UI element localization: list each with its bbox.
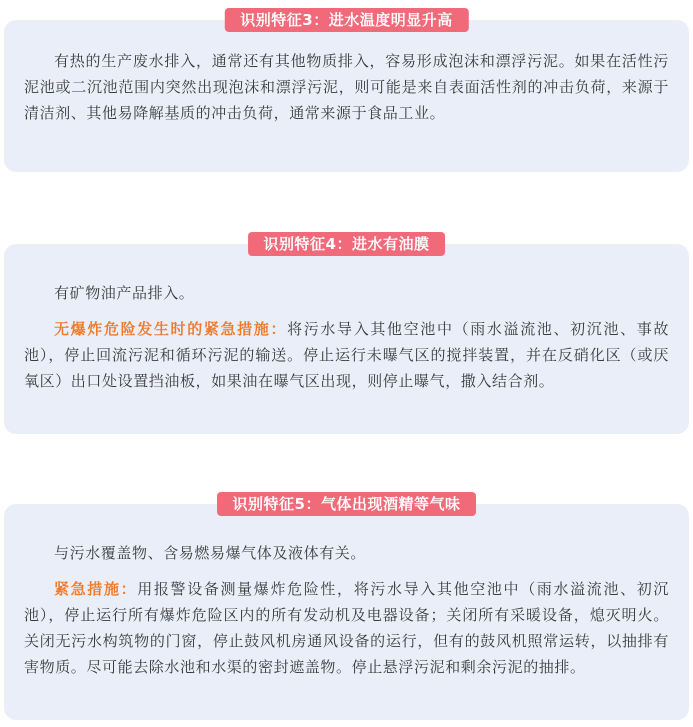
emergency-measure-paragraph — [24, 576, 669, 680]
section-paragraph: 与污水覆盖物、含易燃易爆气体及液体有关。 — [54, 544, 367, 562]
section-paragraph: 有矿物油产品排入。 — [54, 284, 195, 302]
section-body — [24, 504, 669, 680]
section-card-feature-5 — [4, 495, 689, 720]
section-paragraph: 有热的生产废水排入，通常还有其他物质排入，容易形成泡沫和漂浮污泥。如果在活性污泥池或二沉池范围内突然出现泡沫和漂浮污泥，则可能是来自表面活性剂的冲击负荷，来源于清洁剂、其他易降解基质的冲击负荷，通常来源于食品工业。 — [24, 52, 669, 122]
section-body — [24, 20, 669, 126]
emergency-measure-label: 无爆炸危险发生时的紧急措施： — [54, 320, 288, 338]
section-card-feature-4 — [4, 235, 689, 434]
emergency-measure-label: 紧急措施： — [54, 580, 138, 598]
section-body — [24, 244, 669, 394]
section-card-feature-3 — [4, 11, 689, 172]
section-badge: 识别特征3：进水温度明显升高 — [224, 8, 468, 32]
emergency-measure-text: 用报警设备测量爆炸危险性，将污水导入其他空池中（雨水溢流池、初沉池），停止运行所有爆炸危险区内的所有发动机及电器设备；关闭所有采暖设备，熄灭明火。关闭无污水构筑物的门窗，停止鼓风机房通风设备的运行，但有的鼓风机照常运转，以抽排有害物质。尽可能去除水池和水渠的密封遮盖物。停止悬浮污泥和剩余污泥的抽排。 — [24, 580, 669, 676]
emergency-measure-text: 将污水导入其他空池中（雨水溢流池、初沉池、事故池），停止回流污泥和循环污泥的输送。停止运行未曝气区的搅拌装置，并在反硝化区（或厌氧区）出口处设置挡油板，如果油在曝气区出现，则停止曝气，撒入结合剂。 — [24, 320, 670, 390]
section-badge: 识别特征4：进水有油膜 — [248, 232, 446, 256]
section-badge: 识别特征5：气体出现酒精等气味 — [217, 492, 477, 516]
emergency-measure-paragraph — [24, 316, 669, 394]
